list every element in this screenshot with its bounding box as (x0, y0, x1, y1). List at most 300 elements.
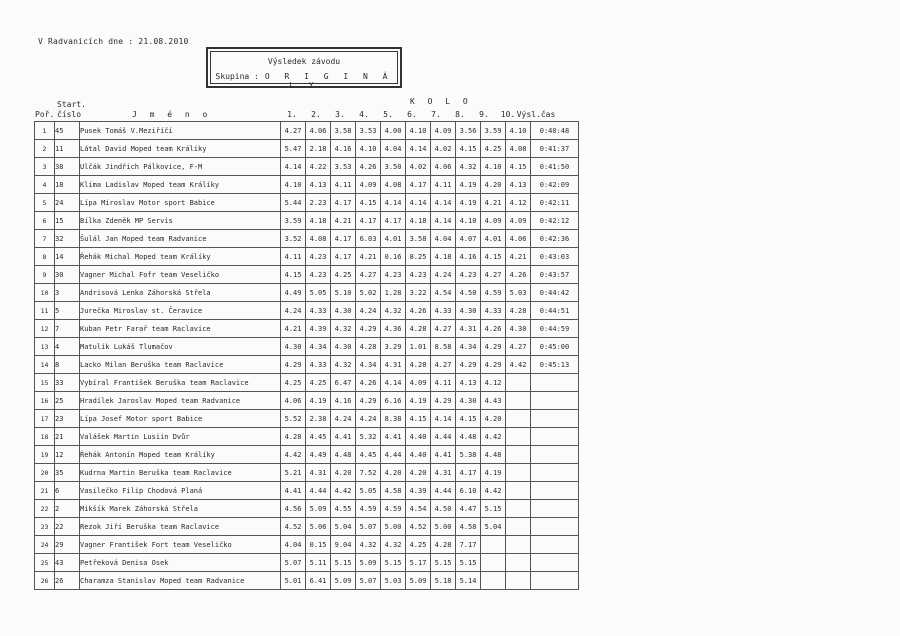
empty-lap-cell (506, 428, 531, 446)
lap-time-cell: 4.10 (456, 212, 481, 230)
lap-time-cell: 4.32 (456, 158, 481, 176)
result-row (35, 158, 579, 176)
lap-time-cell: 4.30 (506, 320, 531, 338)
empty-total-cell (531, 446, 579, 464)
rider-name-cell: Šulál Jan Moped team Radvanice (80, 230, 281, 248)
total-time-cell: 0:45:13 (531, 356, 579, 374)
rider-name-cell: Vasilečko Filip Chodová Planá (80, 482, 281, 500)
result-row (35, 212, 579, 230)
lap-time-cell: 4.10 (406, 122, 431, 140)
lap-time-cell: 5.11 (306, 554, 331, 572)
lap-time-cell: 4.15 (456, 410, 481, 428)
start-number-cell: 22 (55, 518, 80, 536)
rider-name-cell: Kuban Petr Farař team Raclavice (80, 320, 281, 338)
lap-time-cell: 4.14 (381, 374, 406, 392)
lap-time-cell: 5.32 (356, 428, 381, 446)
position-cell: 23 (35, 518, 55, 536)
round-header: 5. (383, 110, 393, 119)
group-line (208, 72, 400, 90)
lap-time-cell: 4.41 (281, 482, 306, 500)
position-cell: 15 (35, 374, 55, 392)
total-time-cell: 0:40:48 (531, 122, 579, 140)
lap-time-cell: 4.23 (306, 266, 331, 284)
lap-time-cell: 4.59 (381, 500, 406, 518)
lap-time-cell: 4.14 (431, 194, 456, 212)
empty-total-cell (531, 572, 579, 590)
position-cell: 3 (35, 158, 55, 176)
lap-time-cell: 4.59 (356, 500, 381, 518)
empty-total-cell (531, 428, 579, 446)
lap-time-cell: 4.21 (481, 194, 506, 212)
lap-time-cell: 5.15 (481, 500, 506, 518)
rider-name-cell: Lípa Miroslav Motor sport Babice (80, 194, 281, 212)
lap-time-cell: 4.14 (431, 410, 456, 428)
empty-lap-cell (506, 518, 531, 536)
lap-time-cell: 4.27 (506, 338, 531, 356)
lap-time-cell: 4.28 (406, 320, 431, 338)
lap-time-cell: 4.41 (381, 428, 406, 446)
lap-time-cell: 4.20 (481, 410, 506, 428)
lap-time-cell: 5.15 (331, 554, 356, 572)
lap-time-cell: 4.09 (481, 212, 506, 230)
lap-time-cell: 4.02 (406, 158, 431, 176)
lap-time-cell: 4.31 (456, 320, 481, 338)
result-row (35, 554, 579, 572)
lap-time-cell: 3.59 (481, 122, 506, 140)
lap-time-cell: 4.15 (456, 140, 481, 158)
total-time-cell: 0:43:57 (531, 266, 579, 284)
lap-time-cell: 4.02 (431, 140, 456, 158)
lap-time-cell: 4.25 (306, 374, 331, 392)
start-number-cell: 3 (55, 284, 80, 302)
lap-time-cell: 4.08 (506, 140, 531, 158)
lap-time-cell: 4.17 (406, 176, 431, 194)
start-number-cell: 4 (55, 338, 80, 356)
lap-time-cell: 4.17 (331, 194, 356, 212)
result-row (35, 248, 579, 266)
lap-time-cell: 4.24 (281, 302, 306, 320)
lap-time-cell: 4.48 (331, 446, 356, 464)
lap-time-cell: 4.32 (331, 356, 356, 374)
start-number-cell: 25 (55, 392, 80, 410)
lap-time-cell: 4.19 (406, 392, 431, 410)
total-time-cell: 0:41:37 (531, 140, 579, 158)
rider-name-cell: Vagner Michal Fofr team Veseličko (80, 266, 281, 284)
start-number-cell: 35 (55, 464, 80, 482)
lap-time-cell: 4.27 (431, 356, 456, 374)
lap-time-cell: 4.14 (281, 158, 306, 176)
start-number-cell: 33 (55, 374, 80, 392)
lap-time-cell: 3.50 (381, 158, 406, 176)
rider-name-cell: Mikšík Marek Záhorská Střela (80, 500, 281, 518)
round-header: 3. (335, 110, 345, 119)
lap-time-cell: 5.07 (356, 518, 381, 536)
position-cell: 17 (35, 410, 55, 428)
lap-time-cell: 4.25 (281, 374, 306, 392)
empty-total-cell (531, 536, 579, 554)
lap-time-cell: 4.17 (356, 212, 381, 230)
rider-name-cell: Charamza Stanislav Moped team Radvanice (80, 572, 281, 590)
result-row (35, 428, 579, 446)
position-cell: 2 (35, 140, 55, 158)
lap-time-cell: 4.30 (281, 338, 306, 356)
lap-time-cell: 5.15 (456, 554, 481, 572)
result-row (35, 446, 579, 464)
lap-time-cell: 5.00 (431, 518, 456, 536)
lap-time-cell: 4.36 (381, 320, 406, 338)
lap-time-cell: 4.48 (481, 446, 506, 464)
kolo-header: K O L O (410, 97, 472, 106)
lap-time-cell: 2.38 (306, 410, 331, 428)
position-cell: 21 (35, 482, 55, 500)
lap-time-cell: 3.52 (281, 230, 306, 248)
position-cell: 8 (35, 248, 55, 266)
lap-time-cell: 4.08 (306, 230, 331, 248)
lap-time-cell: 0.15 (306, 536, 331, 554)
lap-time-cell: 4.16 (331, 392, 356, 410)
lap-time-cell: 4.01 (381, 230, 406, 248)
lap-time-cell: 5.47 (281, 140, 306, 158)
group-label: Skupina : (215, 72, 259, 81)
lap-time-cell: 4.00 (381, 122, 406, 140)
position-cell: 19 (35, 446, 55, 464)
lap-time-cell: 5.09 (406, 572, 431, 590)
rider-name-cell: Bílka Zdeněk MP Servis (80, 212, 281, 230)
start-number-cell: 2 (55, 500, 80, 518)
result-row (35, 374, 579, 392)
lap-time-cell: 4.40 (406, 446, 431, 464)
lap-time-cell: 3.53 (331, 158, 356, 176)
round-header: 8. (455, 110, 465, 119)
total-time-cell: 0:42:11 (531, 194, 579, 212)
position-cell: 25 (35, 554, 55, 572)
lap-time-cell: 4.08 (381, 176, 406, 194)
lap-time-cell: 4.32 (331, 320, 356, 338)
total-time-cell: 0:44:51 (531, 302, 579, 320)
lap-time-cell: 5.17 (406, 554, 431, 572)
rider-name-cell: Látal David Moped team Králíky (80, 140, 281, 158)
lap-time-cell: 4.09 (506, 212, 531, 230)
lap-time-cell: 4.27 (481, 266, 506, 284)
lap-time-cell: 4.27 (281, 122, 306, 140)
lap-time-cell: 3.58 (331, 122, 356, 140)
lap-time-cell: 4.28 (506, 302, 531, 320)
lap-time-cell: 4.23 (306, 248, 331, 266)
lap-time-cell: 5.18 (431, 572, 456, 590)
result-row (35, 410, 579, 428)
start-number-cell: 38 (55, 158, 80, 176)
total-time-cell: 0:45:00 (531, 338, 579, 356)
lap-time-cell: 4.19 (481, 464, 506, 482)
lap-time-cell: 4.10 (506, 122, 531, 140)
lap-time-cell: 6.03 (356, 230, 381, 248)
round-header: 2. (311, 110, 321, 119)
rider-name-cell: Lípa Josef Motor sport Babice (80, 410, 281, 428)
lap-time-cell: 4.04 (431, 230, 456, 248)
result-row (35, 518, 579, 536)
lap-time-cell: 4.18 (306, 212, 331, 230)
round-header: 7. (431, 110, 441, 119)
position-cell: 7 (35, 230, 55, 248)
round-header: 4. (359, 110, 369, 119)
result-row (35, 338, 579, 356)
result-row (35, 572, 579, 590)
position-cell: 20 (35, 464, 55, 482)
lap-time-cell: 6.16 (381, 392, 406, 410)
lap-time-cell: 4.09 (406, 374, 431, 392)
lap-time-cell: 5.05 (356, 482, 381, 500)
lap-time-cell: 4.14 (406, 194, 431, 212)
result-row (35, 536, 579, 554)
result-row (35, 320, 579, 338)
position-cell: 5 (35, 194, 55, 212)
lap-time-cell: 4.33 (481, 302, 506, 320)
lap-time-cell: 2.18 (306, 140, 331, 158)
lap-time-cell: 4.44 (306, 482, 331, 500)
lap-time-cell: 4.15 (406, 410, 431, 428)
lap-time-cell: 5.09 (356, 554, 381, 572)
start-number-cell: 14 (55, 248, 80, 266)
results-table (34, 121, 579, 590)
lap-time-cell: 5.52 (281, 410, 306, 428)
lap-time-cell: 4.28 (281, 428, 306, 446)
empty-total-cell (531, 392, 579, 410)
lap-time-cell: 4.33 (306, 356, 331, 374)
start-number-cell: 8 (55, 356, 80, 374)
lap-time-cell: 5.04 (481, 518, 506, 536)
position-cell: 9 (35, 266, 55, 284)
lap-time-cell: 5.03 (381, 572, 406, 590)
lap-time-cell: 4.18 (406, 212, 431, 230)
lap-time-cell: 4.30 (331, 338, 356, 356)
lap-time-cell: 4.11 (331, 176, 356, 194)
lap-time-cell: 4.40 (406, 428, 431, 446)
lap-time-cell: 4.12 (506, 194, 531, 212)
lap-time-cell: 5.02 (356, 284, 381, 302)
lap-time-cell: 4.28 (406, 356, 431, 374)
lap-time-cell: 4.24 (356, 410, 381, 428)
lap-time-cell: 3.56 (456, 122, 481, 140)
lap-time-cell: 4.27 (356, 266, 381, 284)
lap-time-cell: 5.07 (356, 572, 381, 590)
lap-time-cell: 4.34 (356, 356, 381, 374)
lap-time-cell: 4.09 (356, 176, 381, 194)
position-cell: 22 (35, 500, 55, 518)
lap-time-cell: 5.21 (281, 464, 306, 482)
start-number-cell: 11 (55, 140, 80, 158)
lap-time-cell: 4.42 (481, 428, 506, 446)
lap-time-cell: 4.15 (481, 248, 506, 266)
rider-name-cell: Kudrna Martin Beruška team Raclavice (80, 464, 281, 482)
rider-name-cell: Vagner František Fort team Veseličko (80, 536, 281, 554)
result-row (35, 176, 579, 194)
lap-time-cell: 4.50 (456, 284, 481, 302)
lap-time-cell: 4.17 (381, 212, 406, 230)
lap-time-cell: 4.44 (431, 428, 456, 446)
lap-time-cell: 4.12 (481, 374, 506, 392)
start-header: Start. (57, 100, 86, 109)
lap-time-cell: 4.06 (506, 230, 531, 248)
place-date: V Radvanicích dne : 21.08.2010 (38, 37, 189, 46)
empty-lap-cell (506, 410, 531, 428)
start-number-cell: 12 (55, 446, 80, 464)
rider-name-cell: Pusek Tomáš V.Meziříčí (80, 122, 281, 140)
lap-time-cell: 4.45 (356, 446, 381, 464)
lap-time-cell: 3.59 (281, 212, 306, 230)
empty-lap-cell (481, 554, 506, 572)
lap-time-cell: 4.30 (456, 302, 481, 320)
lap-time-cell: 4.54 (406, 500, 431, 518)
empty-lap-cell (481, 572, 506, 590)
lap-time-cell: 4.29 (481, 356, 506, 374)
lap-time-cell: 4.23 (381, 266, 406, 284)
round-header: 10. (500, 110, 516, 119)
total-time-cell: 0:41:50 (531, 158, 579, 176)
title-box (206, 47, 402, 88)
result-row (35, 122, 579, 140)
lap-time-cell: 4.11 (281, 248, 306, 266)
lap-time-cell: 5.07 (281, 554, 306, 572)
empty-total-cell (531, 500, 579, 518)
lap-time-cell: 4.29 (281, 356, 306, 374)
lap-time-cell: 4.15 (281, 266, 306, 284)
number-header: číslo (57, 110, 82, 119)
position-cell: 11 (35, 302, 55, 320)
lap-time-cell: 4.20 (481, 176, 506, 194)
lap-time-cell: 4.01 (481, 230, 506, 248)
lap-time-cell: 4.13 (306, 176, 331, 194)
lap-time-cell: 4.10 (356, 140, 381, 158)
position-cell: 18 (35, 428, 55, 446)
rider-name-cell: Jurečka Miroslav st. Čeravice (80, 302, 281, 320)
lap-time-cell: 4.20 (406, 464, 431, 482)
result-row (35, 356, 579, 374)
lap-time-cell: 5.14 (456, 572, 481, 590)
lap-time-cell: 4.32 (381, 302, 406, 320)
lap-time-cell: 5.15 (431, 554, 456, 572)
start-number-cell: 45 (55, 122, 80, 140)
lap-time-cell: 4.13 (456, 374, 481, 392)
rider-name-cell: Andrisová Lenka Záhorská Střela (80, 284, 281, 302)
rider-name-cell: Lacko Milan Beruška team Raclavice (80, 356, 281, 374)
lap-time-cell: 5.06 (306, 518, 331, 536)
lap-time-cell: 5.00 (381, 518, 406, 536)
lap-time-cell: 4.07 (456, 230, 481, 248)
rider-name-cell: Hradílek Jaroslav Moped team Radvanice (80, 392, 281, 410)
lap-time-cell: 2.23 (306, 194, 331, 212)
lap-time-cell: 6.41 (306, 572, 331, 590)
empty-total-cell (531, 482, 579, 500)
lap-time-cell: 4.21 (356, 248, 381, 266)
rider-name-cell: Řehák Antonín Moped team Králíky (80, 446, 281, 464)
total-time-header: Výsl.čas (516, 110, 556, 119)
lap-time-cell: 3.22 (406, 284, 431, 302)
lap-time-cell: 4.58 (456, 518, 481, 536)
total-time-cell: 0:44:42 (531, 284, 579, 302)
lap-time-cell: 4.44 (381, 446, 406, 464)
lap-time-cell: 4.42 (481, 482, 506, 500)
lap-time-cell: 4.41 (331, 428, 356, 446)
lap-time-cell: 4.26 (356, 374, 381, 392)
lap-time-cell: 3.53 (356, 122, 381, 140)
lap-time-cell: 4.33 (306, 302, 331, 320)
lap-time-cell: 7.17 (456, 536, 481, 554)
start-number-cell: 23 (55, 410, 80, 428)
position-cell: 12 (35, 320, 55, 338)
lap-time-cell: 4.15 (506, 158, 531, 176)
lap-time-cell: 4.20 (381, 464, 406, 482)
lap-time-cell: 8.58 (431, 338, 456, 356)
lap-time-cell: 5.10 (331, 284, 356, 302)
rider-name-cell: Řehák Michal Moped team Králíky (80, 248, 281, 266)
lap-time-cell: 4.26 (406, 302, 431, 320)
result-row (35, 464, 579, 482)
lap-time-cell: 4.24 (356, 302, 381, 320)
position-cell: 6 (35, 212, 55, 230)
lap-time-cell: 4.42 (331, 482, 356, 500)
lap-time-cell: 4.32 (356, 536, 381, 554)
lap-time-cell: 7.52 (356, 464, 381, 482)
lap-time-cell: 4.11 (431, 176, 456, 194)
lap-time-cell: 4.29 (431, 392, 456, 410)
lap-time-cell: 4.47 (456, 500, 481, 518)
empty-lap-cell (506, 554, 531, 572)
lap-time-cell: 4.39 (406, 482, 431, 500)
lap-time-cell: 4.21 (331, 212, 356, 230)
lap-time-cell: 4.15 (356, 194, 381, 212)
lap-time-cell: 4.31 (431, 464, 456, 482)
start-number-cell: 26 (55, 572, 80, 590)
lap-time-cell: 4.22 (306, 158, 331, 176)
lap-time-cell: 5.03 (506, 284, 531, 302)
lap-time-cell: 9.04 (331, 536, 356, 554)
lap-time-cell: 4.45 (306, 428, 331, 446)
start-number-cell: 24 (55, 194, 80, 212)
rider-name-cell: Petřeková Denisa Osek (80, 554, 281, 572)
lap-time-cell: 1.28 (381, 284, 406, 302)
lap-time-cell: 4.24 (331, 410, 356, 428)
lap-time-cell: 4.43 (481, 392, 506, 410)
empty-lap-cell (506, 464, 531, 482)
result-row (35, 140, 579, 158)
empty-lap-cell (506, 536, 531, 554)
position-cell: 4 (35, 176, 55, 194)
result-row (35, 230, 579, 248)
lap-time-cell: 4.25 (406, 536, 431, 554)
lap-time-cell: 4.49 (306, 446, 331, 464)
lap-time-cell: 4.34 (306, 338, 331, 356)
result-row (35, 392, 579, 410)
empty-lap-cell (481, 536, 506, 554)
position-cell: 1 (35, 122, 55, 140)
result-row (35, 266, 579, 284)
lap-time-cell: 4.59 (481, 284, 506, 302)
lap-time-cell: 8.38 (381, 410, 406, 428)
rider-name-cell: Rezok Jiří Beruška team Raclavice (80, 518, 281, 536)
lap-time-cell: 5.01 (281, 572, 306, 590)
race-title: Výsledek závodu (267, 57, 341, 66)
position-cell: 10 (35, 284, 55, 302)
lap-time-cell: 4.24 (431, 266, 456, 284)
lap-time-cell: 4.21 (506, 248, 531, 266)
lap-time-cell: 8.25 (406, 248, 431, 266)
lap-time-cell: 6.10 (456, 482, 481, 500)
position-cell: 26 (35, 572, 55, 590)
lap-time-cell: 4.14 (381, 194, 406, 212)
empty-total-cell (531, 410, 579, 428)
lap-time-cell: 4.04 (381, 140, 406, 158)
lap-time-cell: 4.20 (331, 464, 356, 482)
